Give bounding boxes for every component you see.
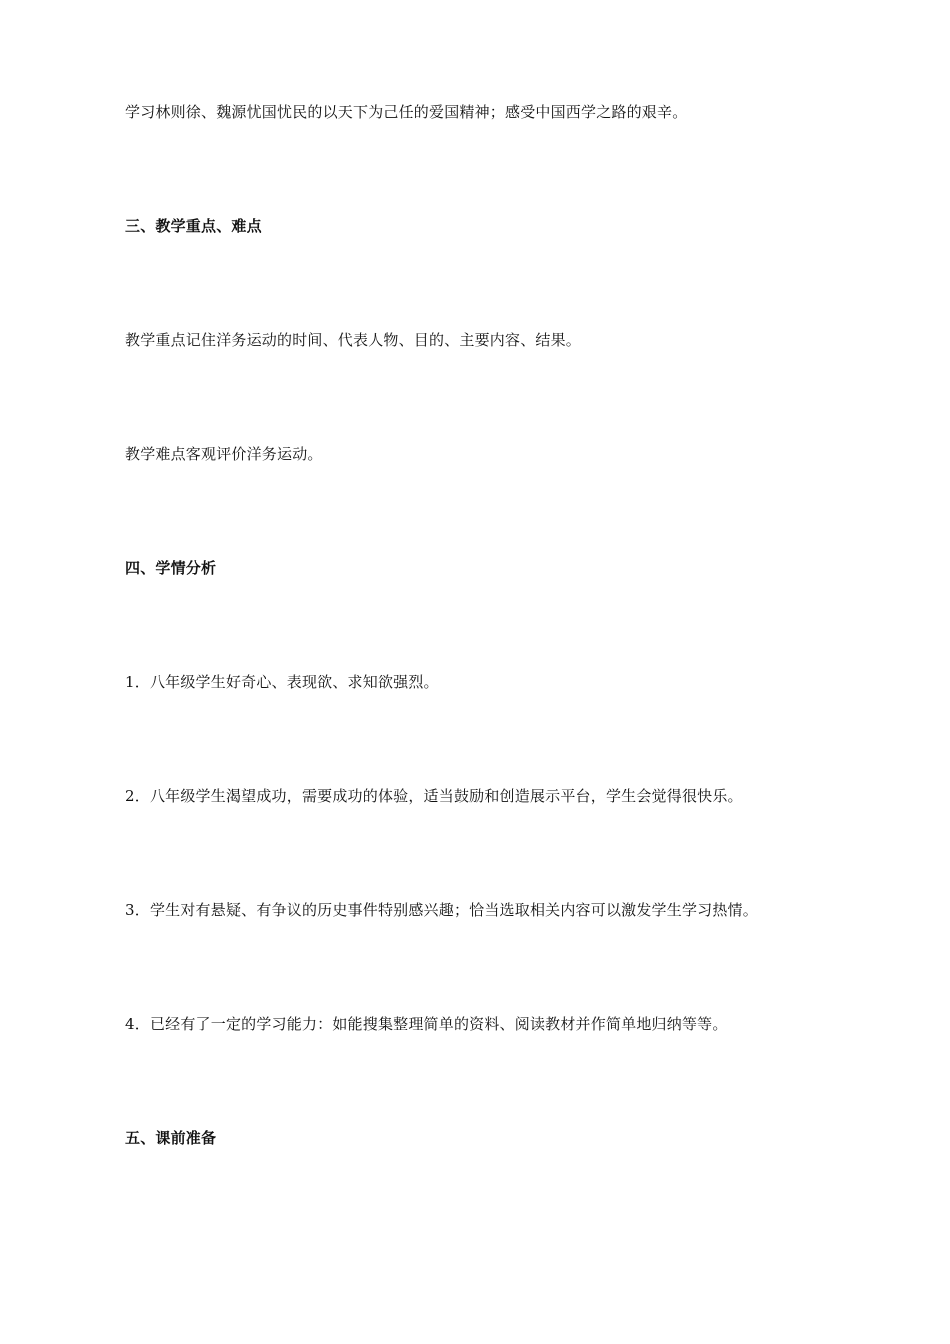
section-heading-preparation: 五、课前准备: [125, 1129, 217, 1147]
analysis-item: 3．学生对有悬疑、有争议的历史事件特别感兴趣；恰当选取相关内容可以激发学生学习热情。: [125, 901, 758, 919]
paragraph-patriotism: 学习林则徐、魏源忧国忧民的以天下为己任的爱国精神；感受中国西学之路的艰辛。: [125, 103, 688, 121]
paragraph-difficult-point: 教学难点客观评价洋务运动。: [125, 445, 323, 463]
section-heading-key-points: 三、教学重点、难点: [125, 217, 262, 235]
section-heading-student-analysis: 四、学情分析: [125, 559, 217, 577]
analysis-item: 1．八年级学生好奇心、表现欲、求知欲强烈。: [125, 673, 439, 691]
analysis-item: 4．已经有了一定的学习能力：如能搜集整理简单的资料、阅读教材并作简单地归纳等等。: [125, 1015, 728, 1033]
analysis-item: 2．八年级学生渴望成功，需要成功的体验，适当鼓励和创造展示平台，学生会觉得很快乐。: [125, 787, 743, 805]
paragraph-key-point: 教学重点记住洋务运动的时间、代表人物、目的、主要内容、结果。: [125, 331, 582, 349]
